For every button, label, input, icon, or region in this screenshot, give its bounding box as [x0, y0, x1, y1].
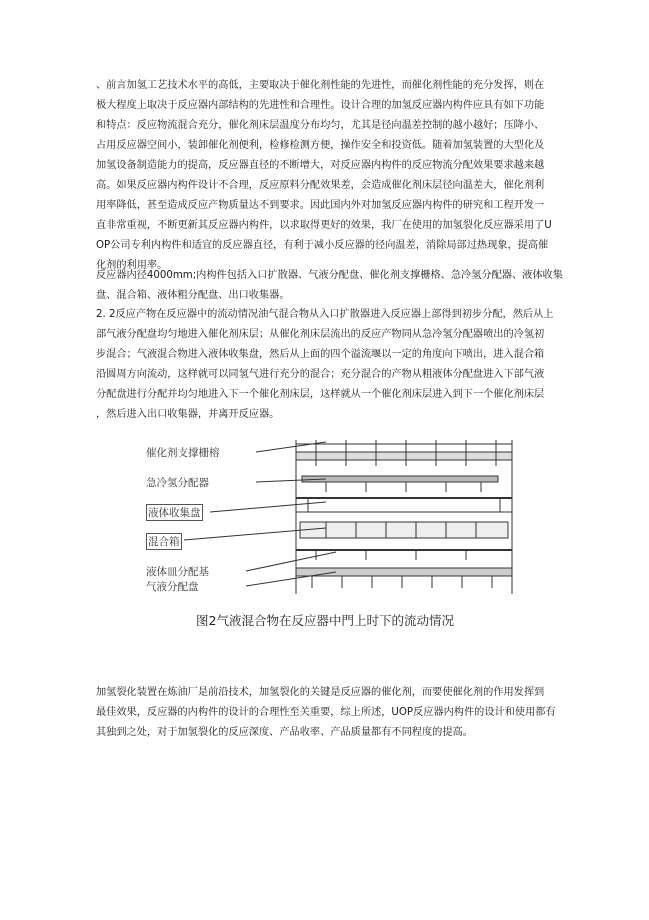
- text-line: 其独到之处，对于加氢裂化的反应深度、产品收率、产品质量都有不同程度的提高。: [96, 727, 473, 738]
- text-line: 2. 2反应产物在反应器中的流动情况油气混合物从入口扩散器进入反应器上部得到初步分配，然后从上: [96, 309, 554, 320]
- text-line: OP公司专利内构件和适宜的反应器直径，有利于减小反应器的径向温差，消除局部过热现象，提高催: [96, 240, 549, 251]
- label-rough-distributor: 液体皿分配基: [146, 566, 209, 578]
- text-line: 高。如果反应器内构件设计不合理，反应原料分配效果差，会造成催化剂床层径向温差大，催化剂利: [96, 180, 545, 191]
- text-line: 极大程度上取决于反应器内部结构的先进性和合理性。设计合理的加氢反应器内构件应具有如下功能: [96, 100, 545, 111]
- text-line: 加氢裂化装置在炼油厂是前沿技术，加氢裂化的关键是反应器的催化剂，而要使催化剂的作用发挥到: [96, 687, 545, 698]
- text-line: 直非常重视，不断更新其反应器内构件，以求取得更好的效果，我厂在使用的加氢裂化反应器采用了U: [96, 220, 552, 231]
- text-line: 用率降低，甚至造成反应产物质量达不到要求。因此国内外对加氢反应器内构件的研究和工程开发一: [96, 200, 545, 211]
- label-vl-distributor: 气液分配盘: [146, 581, 199, 593]
- label-liquid-collector: 液体收集盘: [146, 504, 203, 521]
- text-line: 分配盘进行分配并均匀地进入下一个催化剂床层，这样就从一个催化剂床层进入到下一个催化剂床层: [96, 389, 545, 400]
- label-quench-distributor: 急冷氢分配器: [146, 477, 209, 489]
- text-line: 占用反应器空间小，装卸催化剂便利，检修检测方便，操作安全和投资低。随着加氢装置的大型化及: [96, 140, 545, 151]
- text-line: 沿圆周方向流动，这样就可以同氢气进行充分的混合；充分混合的产物从粗液体分配盘进入下部气液: [96, 369, 545, 380]
- reactor-diagram: [136, 436, 536, 596]
- text-line: 化剂的利用率。: [96, 260, 168, 271]
- paragraph-reactor-internals: [96, 266, 563, 306]
- text-line: ，然后进入出口收集器，并离开反应器。: [96, 409, 280, 420]
- paragraph-intro: [96, 76, 558, 276]
- paragraph-conclusion: [96, 683, 558, 743]
- text-line: 部气液分配盘均匀地进入催化剂床层；从催化剂床层流出的反应产物同从急冷氢分配器喷出的冷氢初: [96, 329, 545, 340]
- figure-caption: 图2气液混合物在反应器中門上时下的流动情况: [196, 613, 454, 628]
- label-mixing-box: 混合箱: [146, 533, 182, 550]
- text-line: 加氢设备制造能力的提高，反应器直径的不断增大，对反应器内构件的反应物流分配效果要求越来越: [96, 160, 545, 171]
- label-support-grid: 催化剂支撑栅榕: [146, 447, 220, 459]
- reactor-internals-figure: [136, 436, 536, 596]
- paragraph-flow: [96, 305, 558, 425]
- text-line: 、前言加氢工艺技术水平的高低，主要取决于催化剂性能的先进性，而催化剂性能的充分发挥，则在: [96, 80, 545, 91]
- text-line: 步混合；气液混合物进入液体收集盘，然后从上面的四个溢流堰以一定的角度向下喷出，进入混合箱: [96, 349, 545, 360]
- text-line: 盘、混合箱、液体粗分配盘、出口收集器。: [96, 290, 290, 301]
- text-line: 最佳效果，反应器的内构件的设计的合理性至关重要，综上所述，UOP反应器内构件的设计和使用都有: [96, 707, 556, 718]
- text-line: 和特点：反应物流混合充分，催化剂床层温度分布均匀，尤其是径向温差控制的越小越好；压降小、: [96, 120, 545, 131]
- text-line: 反应器内径4000mm;内构件包括入口扩散器、气液分配盘、催化剂支撑栅格、急冷氢分配器、液体收集: [96, 270, 563, 281]
